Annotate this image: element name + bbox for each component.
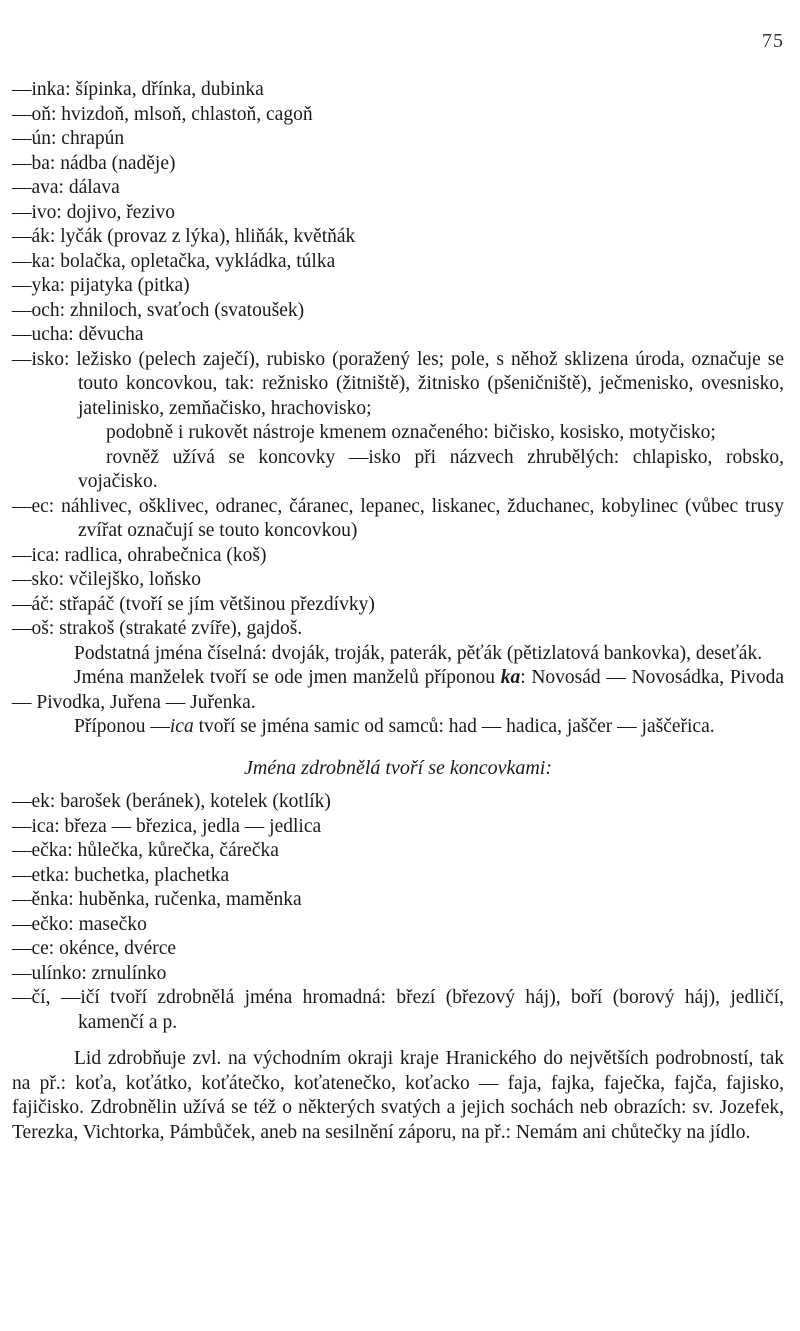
suffix-entry: —ba: nádba (naděje) [12, 152, 176, 174]
paragraph-female-animals [12, 715, 784, 740]
suffix-entry: —ica: březa — březica, jedla — jedlica [12, 815, 322, 837]
suffix-entry: —ečka: hůlečka, kůrečka, čárečka [12, 840, 279, 861]
suffix-entry: —ec: náhlivec, ošklivec, odranec, čáranec, lepanec, liskanec, žduchanec, kobylinec (vůbec trusy zvířat označují se touto koncovkou) [12, 495, 784, 541]
suffix-entry: —áč: střapáč (tvoří se jím většinou přezdívky) [12, 593, 375, 615]
suffix-entry: —ucha: děvucha [12, 324, 144, 345]
spacer [12, 1035, 784, 1047]
suffix-entry: —ek: barošek (beránek), kotelek (kotlík) [12, 791, 331, 812]
suffix-entry-isko: —isko: ležisko (pelech zaječí), rubisko (poražený les; pole, s něhož sklizena úroda, označuje se touto koncovkou, tak: režnisko (žitniště), žitnisko (pšeničniště), ječmenisko, ovesnisko, jatelinisko, zemňačisko, hrachovisko; [12, 348, 784, 419]
suffix-highlight: ica [169, 716, 194, 737]
suffix-entry: —ava: dálava [12, 177, 120, 198]
paragraph-text: tvoří se jména samic od samců: had — hadica, jaščer — jaščeřica. [193, 716, 715, 737]
paragraph-wives-names [12, 666, 784, 715]
suffix-entry: —oš: strakoš (strakaté zvíře), gajdoš. [12, 618, 303, 639]
paragraph-diminutives: Lid zdrobňuje zvl. na východním okraji kraje Hranického do největších podrobností, tak na př.: koťa, koťátko, koťátečko, koťatenečko, koťacko — faja, fajka, faječka, fajča, fajisko, fajičisko. Zdrobnělin užívá se též o některých svatých a jejich sochách neb obrazích: sv. Jozefek, Terezka, Vichtorka, Pámbůček, aneb na sesilnění záporu, na př.: Nemám ani chůtečky na jídlo. [12, 1048, 784, 1143]
page-body [12, 78, 784, 1145]
suffix-entry: —ce: okénce, dvérce [12, 938, 177, 959]
suffix-entry: —ica: radlica, ohrabečnica (koš) [12, 544, 267, 566]
suffix-entry: —ulínko: zrnulínko [12, 962, 167, 984]
suffix-list-a [12, 78, 784, 348]
suffix-entry: —ák: lyčák (provaz z lýka), hliňák, květňák [12, 226, 356, 247]
paragraph-text: : Novosád — Novosádka, Pivoda — Pivodka, Juřena — Juřenka. [12, 667, 784, 713]
isko-note-2: rovněž užívá se koncovky —isko při názvech zhrubělých: chlapisko, robsko, vojačisko. [78, 446, 784, 492]
suffix-entry: —čí, —ičí tvoří zdrobnělá jména hromadná: březí (březový háj), boří (borový háj), jedličí, kamenčí a p. [12, 987, 784, 1033]
paragraph-text: Příponou — [74, 716, 170, 737]
page-number: 75 [762, 30, 784, 52]
suffix-entry: —ivo: dojivo, řezivo [12, 201, 176, 223]
suffix-entry: —inka: šípinka, dřínka, dubinka [12, 79, 264, 100]
isko-note-1: podobně i rukovět nástroje kmenem označeného: bičisko, kosisko, motyčisko; [106, 422, 716, 443]
suffix-entry: —och: zhniloch, svaťoch (svatoušek) [12, 299, 305, 321]
suffix-entry: —sko: včilejško, loňsko [12, 569, 202, 590]
suffix-entry: —ka: bolačka, opletačka, vykládka, túlka [12, 250, 336, 272]
suffix-entry: —ún: chrapún [12, 128, 125, 149]
suffix-entry: —oň: hvizdoň, mlsoň, chlastoň, cagoň [12, 103, 313, 125]
suffix-highlight: ka [500, 667, 521, 688]
paragraph-text: Jména manželek tvoří se ode jmen manželů příponou [74, 667, 501, 688]
suffix-entry: —etka: buchetka, plachetka [12, 864, 230, 886]
suffix-entry: —yka: pijatyka (pitka) [12, 275, 190, 296]
section-heading: Jména zdrobnělá tvoří se koncovkami: [243, 756, 553, 779]
suffix-entry: —ěnka: huběnka, ručenka, maměnka [12, 889, 302, 910]
paragraph-numeral-nouns: Podstatná jména číselná: dvoják, troják, paterák, pěťák (pětizlatová bankovka), deseťák. [74, 642, 763, 664]
suffix-list-b [12, 495, 784, 642]
suffix-list-c [12, 790, 784, 1035]
suffix-entry: —ečko: masečko [12, 913, 147, 935]
